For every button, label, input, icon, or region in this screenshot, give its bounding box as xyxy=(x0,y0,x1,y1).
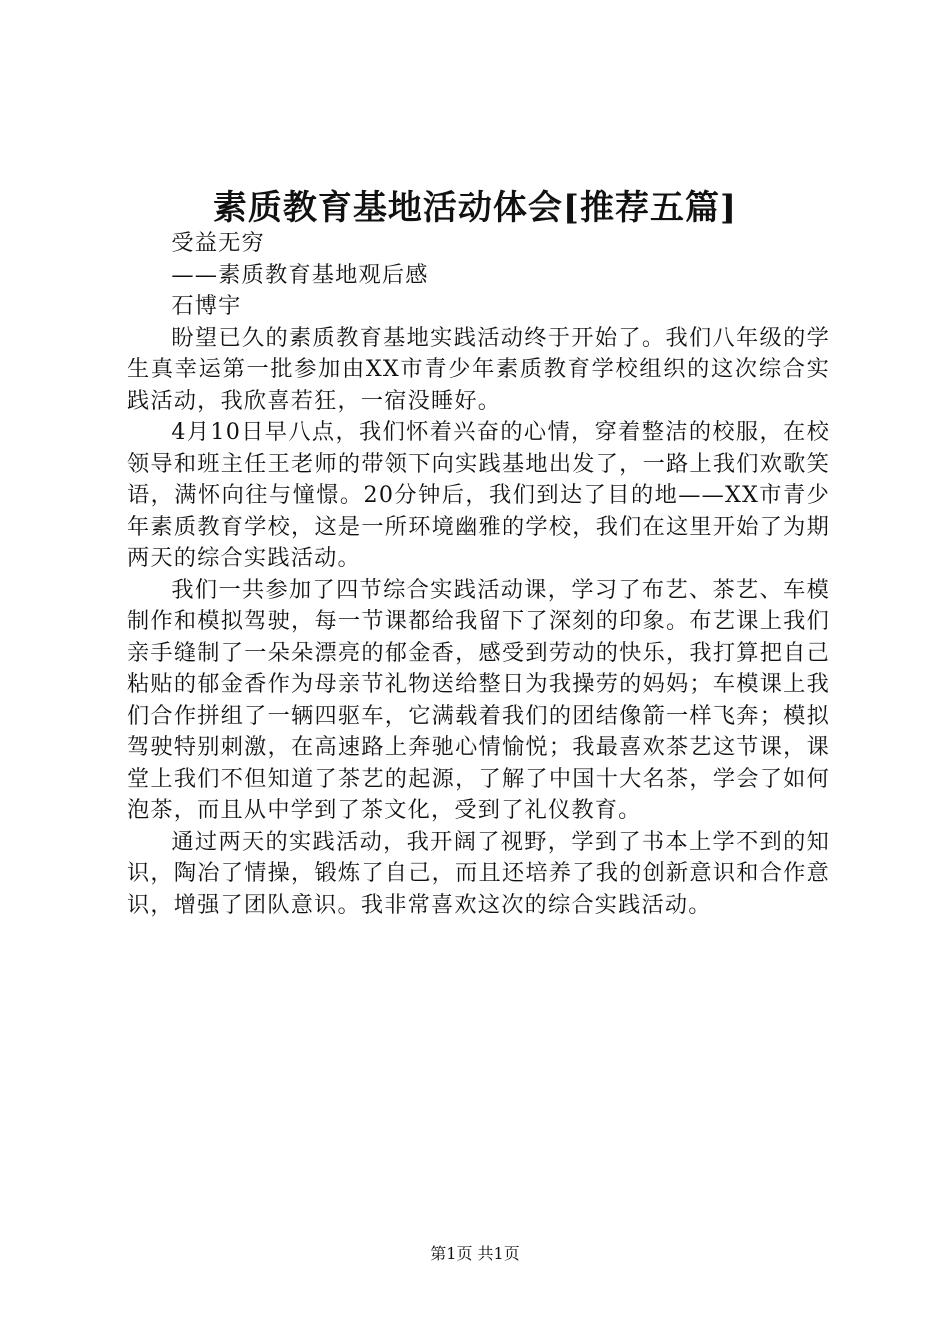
paragraph-4: 通过两天的实践活动，我开阔了视野，学到了书本上学不到的知识，陶冶了情操，锻炼了自己，而且还培养了我的创新意识和合作意识，增强了团队意识。我非常喜欢这次的综合实践活动。 xyxy=(127,828,830,918)
essay-author: 石博宇 xyxy=(171,293,242,319)
page-number-footer: 第1页 共1页 xyxy=(430,1244,520,1263)
document-body xyxy=(127,228,830,921)
paragraph-3: 我们一共参加了四节综合实践活动课，学习了布艺、茶艺、车模制作和模拟驾驶，每一节课都给我留下了深刻的印象。布艺课上我们亲手缝制了一朵朵漂亮的郁金香，感受到劳动的快乐，我打算把自己粘贴的郁金香作为母亲节礼物送给整日为我操劳的妈妈；车模课上我们合作拼组了一辆四驱车，它满载着我们的团结像箭一样飞奔；模拟驾驶特别刺激，在高速路上奔驰心情愉悦；我最喜欢茶艺这节课，课堂上我们不但知道了茶艺的起源，了解了中国十大名茶，学会了如何泡茶，而且从中学到了茶文化，受到了礼仪教育。 xyxy=(127,576,830,823)
paragraph-1: 盼望已久的素质教育基地实践活动终于开始了。我们八年级的学生真幸运第一批参加由XX市青少年素质教育学校组织的这次综合实践活动，我欣喜若狂，一宿没睡好。 xyxy=(127,324,830,414)
document-title: 素质教育基地活动体会[推荐五篇] xyxy=(212,188,738,228)
essay-subheading: ——素质教育基地观后感 xyxy=(171,261,429,288)
essay-title: 受益无穷 xyxy=(171,230,265,256)
paragraph-2: 4月10日早八点，我们怀着兴奋的心情，穿着整洁的校服，在校领导和班主任王老师的带领下向实践基地出发了，一路上我们欢歌笑语，满怀向往与憧憬。20分钟后，我们到达了目的地——XX市青少年素质教育学校，这是一所环境幽雅的学校，我们在这里开始了为期两天的综合实践活动。 xyxy=(127,419,830,571)
